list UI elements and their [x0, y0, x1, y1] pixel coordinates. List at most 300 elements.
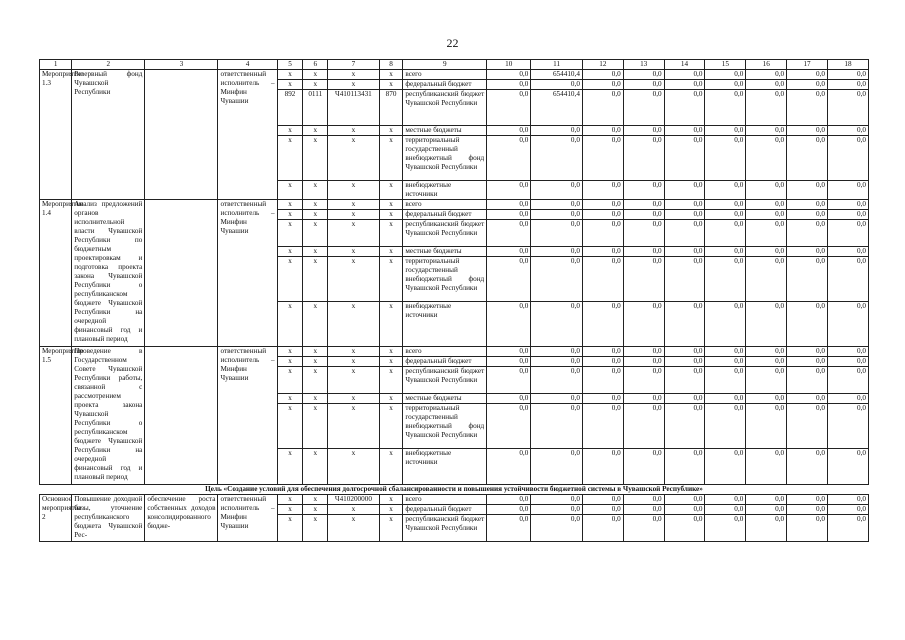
amount-cell: 0,0	[787, 136, 828, 181]
header-cell: 11	[531, 60, 583, 70]
code-grbs: x	[277, 505, 303, 515]
amount-cell: 0,0	[827, 357, 868, 367]
amount-cell: 0,0	[531, 136, 583, 181]
funding-source: федеральный бюджет	[403, 505, 487, 515]
amount-cell: 0,0	[746, 495, 787, 505]
code-grbs: x	[277, 210, 303, 220]
amount-cell: 0,0	[582, 126, 623, 136]
amount-cell: 0,0	[787, 220, 828, 247]
amount-cell: 0,0	[827, 347, 868, 357]
code-target: x	[328, 302, 380, 347]
code-target: x	[328, 181, 380, 200]
code-section: x	[303, 80, 328, 90]
amount-cell: 0,0	[582, 302, 623, 347]
code-expense-type: x	[379, 515, 403, 542]
funding-source: местные бюджеты	[403, 247, 487, 257]
code-section: x	[303, 357, 328, 367]
amount-cell: 0,0	[623, 200, 664, 210]
measure-goal	[145, 70, 218, 200]
amount-cell: 0,0	[664, 247, 705, 257]
amount-cell: 0,0	[623, 70, 664, 80]
funding-source: территориальный государственный внебюджетный фонд Чувашской Республики	[403, 136, 487, 181]
amount-cell: 0,0	[705, 126, 746, 136]
amount-cell: 0,0	[746, 515, 787, 542]
header-row	[40, 60, 869, 70]
amount-cell: 0,0	[787, 449, 828, 485]
amount-cell: 0,0	[487, 347, 531, 357]
goal-heading: Цель «Создание условий для обеспечения долгосрочной сбалансированности и повышения устойчивости бюджетной системы в Чувашской Республике»	[205, 485, 703, 493]
amount-cell: 0,0	[582, 80, 623, 90]
code-section: x	[303, 200, 328, 210]
budget-table	[39, 59, 869, 542]
amount-cell: 0,0	[623, 181, 664, 200]
amount-cell: 0,0	[827, 505, 868, 515]
amount-cell: 0,0	[827, 302, 868, 347]
amount-cell: 0,0	[582, 357, 623, 367]
code-expense-type: x	[379, 449, 403, 485]
amount-cell: 0,0	[623, 302, 664, 347]
amount-cell: 0,0	[531, 210, 583, 220]
amount-cell: 0,0	[531, 200, 583, 210]
header-cell: 18	[827, 60, 868, 70]
amount-cell: 0,0	[531, 247, 583, 257]
code-section: x	[303, 347, 328, 357]
amount-cell: 0,0	[705, 200, 746, 210]
code-target: x	[328, 126, 380, 136]
amount-cell: 0,0	[487, 181, 531, 200]
amount-cell: 0,0	[531, 367, 583, 394]
amount-cell: 0,0	[664, 357, 705, 367]
amount-cell: 0,0	[582, 347, 623, 357]
amount-cell: 0,0	[623, 257, 664, 302]
header-cell: 14	[664, 60, 705, 70]
code-expense-type: x	[379, 247, 403, 257]
code-expense-type: x	[379, 210, 403, 220]
amount-cell: 0,0	[787, 302, 828, 347]
code-grbs: x	[277, 257, 303, 302]
code-section: 0111	[303, 90, 328, 126]
code-target: x	[328, 220, 380, 247]
code-grbs: x	[277, 347, 303, 357]
amount-cell: 0,0	[746, 347, 787, 357]
code-section: x	[303, 515, 328, 542]
amount-cell: 0,0	[623, 210, 664, 220]
funding-source: внебюджетные источники	[403, 181, 487, 200]
amount-cell: 0,0	[623, 347, 664, 357]
amount-cell: 0,0	[705, 136, 746, 181]
amount-cell: 0,0	[487, 449, 531, 485]
amount-cell: 0,0	[827, 136, 868, 181]
amount-cell: 0,0	[664, 449, 705, 485]
amount-cell: 0,0	[487, 404, 531, 449]
measure-goal	[145, 200, 218, 347]
funding-source: федеральный бюджет	[403, 80, 487, 90]
amount-cell: 0,0	[705, 347, 746, 357]
code-target: x	[328, 515, 380, 542]
amount-cell: 0,0	[827, 404, 868, 449]
amount-cell: 0,0	[487, 394, 531, 404]
amount-cell: 0,0	[746, 200, 787, 210]
amount-cell: 0,0	[787, 347, 828, 357]
amount-cell: 0,0	[787, 404, 828, 449]
header-cell: 2	[72, 60, 145, 70]
amount-cell: 0,0	[705, 302, 746, 347]
amount-cell: 0,0	[623, 90, 664, 126]
funding-source: территориальный государственный внебюджетный фонд Чувашской Республики	[403, 404, 487, 449]
amount-cell: 0,0	[827, 80, 868, 90]
funding-source: территориальный государственный внебюджетный фонд Чувашской Республики	[403, 257, 487, 302]
code-grbs: x	[277, 515, 303, 542]
amount-cell: 0,0	[705, 357, 746, 367]
amount-cell: 0,0	[582, 404, 623, 449]
amount-cell: 0,0	[787, 357, 828, 367]
amount-cell: 0,0	[487, 210, 531, 220]
funding-source: республиканский бюджет Чувашской Республики	[403, 90, 487, 126]
amount-cell: 0,0	[487, 80, 531, 90]
amount-cell: 0,0	[487, 220, 531, 247]
measure-title: Проведение в Государственном Совете Чувашской Республики работы, связанной с рассмотрением проекта закона Чувашской Республики о республиканском бюджете Чувашской Республики на очередной финансовый год и плановый период	[72, 347, 145, 485]
header-cell: 1	[40, 60, 72, 70]
amount-cell: 0,0	[705, 80, 746, 90]
amount-cell: 0,0	[827, 200, 868, 210]
amount-cell: 0,0	[531, 505, 583, 515]
funding-source: внебюджетные источники	[403, 302, 487, 347]
amount-cell: 0,0	[746, 247, 787, 257]
amount-cell: 0,0	[623, 495, 664, 505]
amount-cell: 0,0	[531, 347, 583, 357]
code-grbs: x	[277, 394, 303, 404]
amount-cell: 0,0	[705, 257, 746, 302]
code-target: x	[328, 505, 380, 515]
funding-source: республиканский бюджет Чувашской Республики	[403, 367, 487, 394]
amount-cell: 0,0	[487, 367, 531, 394]
measure-title: Резервный фонд Чувашской Республики	[72, 70, 145, 200]
funding-source: всего	[403, 495, 487, 505]
funding-source: республиканский бюджет Чувашской Республики	[403, 220, 487, 247]
amount-cell: 0,0	[827, 257, 868, 302]
amount-cell: 0,0	[827, 515, 868, 542]
measure-number: Основное мероприятие 2	[40, 495, 72, 542]
amount-cell: 0,0	[623, 505, 664, 515]
amount-cell: 0,0	[487, 495, 531, 505]
code-expense-type: x	[379, 505, 403, 515]
amount-cell: 0,0	[827, 210, 868, 220]
amount-cell: 0,0	[623, 367, 664, 394]
amount-cell: 654410,4	[531, 90, 583, 126]
amount-cell: 0,0	[705, 70, 746, 80]
code-target: x	[328, 357, 380, 367]
table-row	[40, 347, 869, 357]
code-section: x	[303, 404, 328, 449]
amount-cell: 0,0	[531, 449, 583, 485]
code-expense-type: x	[379, 70, 403, 80]
amount-cell: 0,0	[487, 126, 531, 136]
code-section: x	[303, 247, 328, 257]
code-grbs: 892	[277, 90, 303, 126]
code-expense-type: x	[379, 220, 403, 247]
amount-cell: 0,0	[623, 394, 664, 404]
code-expense-type: x	[379, 302, 403, 347]
code-expense-type: x	[379, 200, 403, 210]
amount-cell: 0,0	[623, 404, 664, 449]
amount-cell: 0,0	[531, 126, 583, 136]
amount-cell: 0,0	[623, 80, 664, 90]
amount-cell: 0,0	[582, 505, 623, 515]
code-expense-type: x	[379, 181, 403, 200]
amount-cell: 0,0	[582, 70, 623, 80]
amount-cell: 0,0	[787, 257, 828, 302]
amount-cell: 0,0	[623, 247, 664, 257]
amount-cell: 0,0	[582, 210, 623, 220]
amount-cell: 0,0	[787, 367, 828, 394]
code-expense-type: x	[379, 367, 403, 394]
measure-number: Мероприятие 1.5	[40, 347, 72, 485]
code-expense-type: x	[379, 126, 403, 136]
amount-cell: 0,0	[746, 505, 787, 515]
code-section: x	[303, 495, 328, 505]
code-grbs: x	[277, 181, 303, 200]
code-grbs: x	[277, 70, 303, 80]
responsible-executor: ответственный исполнитель – Минфин Чувашии	[218, 495, 277, 542]
code-target: x	[328, 210, 380, 220]
amount-cell: 0,0	[705, 404, 746, 449]
header-cell: 4	[218, 60, 277, 70]
amount-cell: 0,0	[664, 136, 705, 181]
amount-cell: 0,0	[487, 302, 531, 347]
code-target: Ч410113431	[328, 90, 380, 126]
amount-cell: 0,0	[582, 394, 623, 404]
code-expense-type: x	[379, 357, 403, 367]
amount-cell: 0,0	[664, 505, 705, 515]
measure-title: Анализ предложений органов исполнительной власти Чувашской Республики по бюджетным проектировкам и подготовка проекта закона Чувашской Республики о республиканском бюджете Чувашской Республики на очередной финансовый год и плановый период	[72, 200, 145, 347]
amount-cell: 0,0	[827, 220, 868, 247]
header-cell: 12	[582, 60, 623, 70]
code-grbs: x	[277, 495, 303, 505]
code-section: x	[303, 302, 328, 347]
header-cell: 13	[623, 60, 664, 70]
funding-source: федеральный бюджет	[403, 210, 487, 220]
code-target: x	[328, 80, 380, 90]
amount-cell: 654410,4	[531, 70, 583, 80]
code-target: x	[328, 394, 380, 404]
amount-cell: 0,0	[746, 220, 787, 247]
code-target: Ч410200000	[328, 495, 380, 505]
amount-cell: 0,0	[827, 126, 868, 136]
header-cell: 9	[403, 60, 487, 70]
code-target: x	[328, 347, 380, 357]
amount-cell: 0,0	[787, 394, 828, 404]
code-expense-type: x	[379, 136, 403, 181]
amount-cell: 0,0	[827, 70, 868, 80]
amount-cell: 0,0	[787, 247, 828, 257]
amount-cell: 0,0	[487, 90, 531, 126]
funding-source: местные бюджеты	[403, 394, 487, 404]
header-cell: 15	[705, 60, 746, 70]
amount-cell: 0,0	[705, 394, 746, 404]
amount-cell: 0,0	[531, 515, 583, 542]
amount-cell: 0,0	[623, 136, 664, 181]
amount-cell: 0,0	[487, 200, 531, 210]
code-grbs: x	[277, 449, 303, 485]
amount-cell: 0,0	[582, 136, 623, 181]
amount-cell: 0,0	[664, 515, 705, 542]
amount-cell: 0,0	[582, 495, 623, 505]
code-section: x	[303, 136, 328, 181]
measure-title: Повышение доходной базы, уточнение республиканского бюджета Чувашской Рес-	[72, 495, 145, 542]
code-expense-type: x	[379, 394, 403, 404]
amount-cell: 0,0	[827, 495, 868, 505]
amount-cell: 0,0	[787, 181, 828, 200]
header-cell: 3	[145, 60, 218, 70]
code-expense-type: x	[379, 347, 403, 357]
code-target: x	[328, 136, 380, 181]
goal-row	[40, 485, 869, 495]
amount-cell: 0,0	[787, 126, 828, 136]
amount-cell: 0,0	[787, 200, 828, 210]
table-row	[40, 200, 869, 210]
amount-cell: 0,0	[664, 200, 705, 210]
code-target: x	[328, 257, 380, 302]
amount-cell: 0,0	[827, 90, 868, 126]
amount-cell: 0,0	[664, 210, 705, 220]
amount-cell: 0,0	[746, 357, 787, 367]
code-section: x	[303, 449, 328, 485]
page-number: 22	[446, 36, 459, 50]
amount-cell: 0,0	[705, 515, 746, 542]
amount-cell: 0,0	[531, 302, 583, 347]
amount-cell: 0,0	[487, 257, 531, 302]
amount-cell: 0,0	[746, 80, 787, 90]
code-section: x	[303, 220, 328, 247]
amount-cell: 0,0	[582, 220, 623, 247]
amount-cell: 0,0	[787, 80, 828, 90]
amount-cell: 0,0	[531, 181, 583, 200]
amount-cell: 0,0	[827, 247, 868, 257]
amount-cell: 0,0	[705, 495, 746, 505]
amount-cell: 0,0	[531, 404, 583, 449]
amount-cell: 0,0	[705, 210, 746, 220]
header-cell: 10	[487, 60, 531, 70]
amount-cell: 0,0	[582, 200, 623, 210]
header-cell: 5	[277, 60, 303, 70]
code-section: x	[303, 257, 328, 302]
amount-cell: 0,0	[582, 90, 623, 126]
amount-cell: 0,0	[664, 80, 705, 90]
amount-cell: 0,0	[664, 394, 705, 404]
header-cell: 16	[746, 60, 787, 70]
amount-cell: 0,0	[746, 136, 787, 181]
amount-cell: 0,0	[487, 357, 531, 367]
code-section: x	[303, 181, 328, 200]
code-section: x	[303, 70, 328, 80]
code-grbs: x	[277, 80, 303, 90]
code-target: x	[328, 70, 380, 80]
amount-cell: 0,0	[664, 495, 705, 505]
responsible-executor: ответственный исполнитель – Минфин Чувашии	[218, 347, 277, 485]
code-grbs: x	[277, 126, 303, 136]
funding-source: внебюджетные источники	[403, 449, 487, 485]
amount-cell: 0,0	[787, 70, 828, 80]
measure-number: Мероприятие 1.3	[40, 70, 72, 200]
amount-cell: 0,0	[746, 394, 787, 404]
amount-cell: 0,0	[531, 220, 583, 247]
amount-cell: 0,0	[531, 495, 583, 505]
code-grbs: x	[277, 200, 303, 210]
amount-cell: 0,0	[827, 181, 868, 200]
amount-cell: 0,0	[746, 302, 787, 347]
amount-cell: 0,0	[705, 367, 746, 394]
code-grbs: x	[277, 247, 303, 257]
code-grbs: x	[277, 220, 303, 247]
amount-cell: 0,0	[487, 70, 531, 80]
amount-cell: 0,0	[664, 220, 705, 247]
amount-cell: 0,0	[623, 220, 664, 247]
code-expense-type: x	[379, 80, 403, 90]
measure-number: Мероприятие 1.4	[40, 200, 72, 347]
amount-cell: 0,0	[787, 505, 828, 515]
code-section: x	[303, 505, 328, 515]
code-target: x	[328, 247, 380, 257]
code-target: x	[328, 200, 380, 210]
amount-cell: 0,0	[787, 515, 828, 542]
amount-cell: 0,0	[664, 404, 705, 449]
amount-cell: 0,0	[827, 394, 868, 404]
amount-cell: 0,0	[705, 505, 746, 515]
responsible-executor: ответственный исполнитель – Минфин Чувашии	[218, 200, 277, 347]
header-cell: 17	[787, 60, 828, 70]
amount-cell: 0,0	[664, 257, 705, 302]
amount-cell: 0,0	[664, 302, 705, 347]
amount-cell: 0,0	[582, 181, 623, 200]
responsible-executor: ответственный исполнитель – Минфин Чувашии	[218, 70, 277, 200]
code-expense-type: 870	[379, 90, 403, 126]
funding-source: федеральный бюджет	[403, 357, 487, 367]
amount-cell: 0,0	[746, 126, 787, 136]
amount-cell: 0,0	[705, 90, 746, 126]
code-target: x	[328, 449, 380, 485]
code-grbs: x	[277, 302, 303, 347]
code-section: x	[303, 367, 328, 394]
code-expense-type: x	[379, 404, 403, 449]
amount-cell: 0,0	[582, 515, 623, 542]
amount-cell: 0,0	[487, 515, 531, 542]
amount-cell: 0,0	[623, 515, 664, 542]
amount-cell: 0,0	[746, 90, 787, 126]
amount-cell: 0,0	[664, 90, 705, 126]
amount-cell: 0,0	[664, 126, 705, 136]
amount-cell: 0,0	[664, 347, 705, 357]
amount-cell: 0,0	[705, 181, 746, 200]
code-target: x	[328, 404, 380, 449]
header-cell: 6	[303, 60, 328, 70]
table-row	[40, 495, 869, 505]
funding-source: всего	[403, 70, 487, 80]
code-expense-type: x	[379, 495, 403, 505]
amount-cell: 0,0	[623, 357, 664, 367]
amount-cell: 0,0	[664, 181, 705, 200]
table-row	[40, 70, 869, 80]
amount-cell: 0,0	[746, 257, 787, 302]
measure-goal: обеспечение роста собственных доходов консолидированного бюдже-	[145, 495, 218, 542]
amount-cell: 0,0	[746, 70, 787, 80]
amount-cell: 0,0	[623, 126, 664, 136]
amount-cell: 0,0	[787, 495, 828, 505]
measure-goal	[145, 347, 218, 485]
code-grbs: x	[277, 136, 303, 181]
amount-cell: 0,0	[487, 505, 531, 515]
funding-source: всего	[403, 347, 487, 357]
code-expense-type: x	[379, 257, 403, 302]
